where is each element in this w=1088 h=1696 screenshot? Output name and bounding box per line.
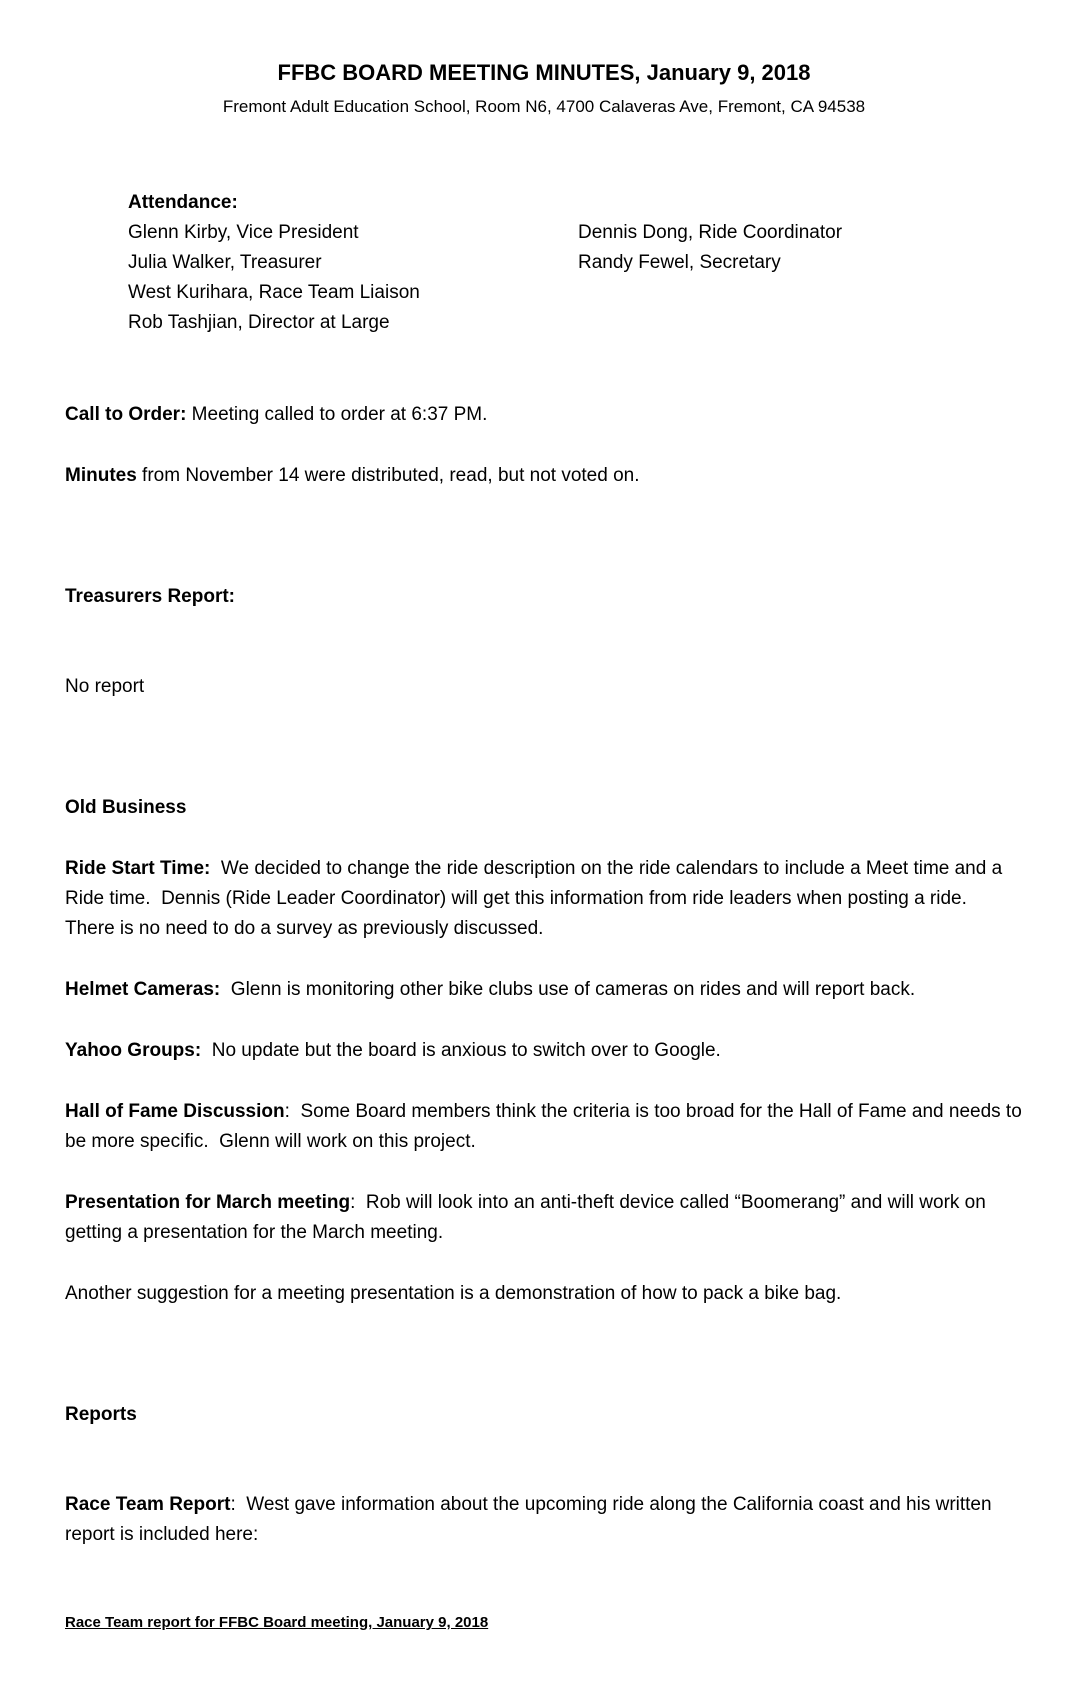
helmet-cameras-label: Helmet Cameras: bbox=[65, 979, 221, 1000]
para-minutes bbox=[65, 461, 1022, 491]
call-to-order-text: Meeting called to order at 6:37 PM. bbox=[186, 404, 488, 425]
para-yahoo-groups bbox=[65, 1036, 1022, 1066]
para-hall-of-fame bbox=[65, 1097, 1028, 1157]
race-team-report-text: : West gave information about the upcoming ride along the California coast and his written report is included here: bbox=[65, 1494, 997, 1545]
attendance-left-column bbox=[128, 218, 578, 338]
race-team-report-link: Race Team report for FFBC Board meeting, January 9, 2018 bbox=[65, 1614, 489, 1631]
minutes-text: from November 14 were distributed, read, but not voted on. bbox=[136, 465, 640, 486]
para-helmet-cameras bbox=[65, 975, 1022, 1005]
treasurers-report-body: No report bbox=[65, 676, 145, 697]
attendance-columns bbox=[128, 218, 1022, 338]
attendee: Rob Tashjian, Director at Large bbox=[128, 312, 390, 333]
presentation-march-label: Presentation for March meeting bbox=[65, 1192, 351, 1213]
minutes-label: Minutes bbox=[65, 465, 137, 486]
attendance-heading: Attendance: bbox=[128, 192, 238, 213]
ride-start-time-text: We decided to change the ride description on the ride calendars to include a Meet time and a Ride time. Dennis (Ride Leader Coordinator) will get this information from ride leaders when posting a ride. There is no need to do a survey as previously discussed. bbox=[65, 858, 1008, 939]
attendee: Julia Walker, Treasurer bbox=[128, 252, 322, 273]
attendance-section bbox=[128, 188, 1022, 338]
document-body bbox=[65, 188, 1028, 1696]
race-team-report-label: Race Team Report bbox=[65, 1494, 231, 1515]
para-treasurers-report bbox=[65, 522, 1022, 762]
heading-reports: Reports bbox=[65, 1404, 137, 1425]
presentation-march-text: : Rob will look into an anti-theft device called “Boomerang” and will work on getting a presentation for the March meeting. bbox=[65, 1192, 992, 1243]
heading-old-business: Old Business bbox=[65, 797, 187, 818]
para-another-suggestion: Another suggestion for a meeting presentation is a demonstration of how to pack a bike bag. bbox=[65, 1283, 842, 1304]
treasurers-report-heading: Treasurers Report: bbox=[65, 586, 236, 607]
attendee: Glenn Kirby, Vice President bbox=[128, 222, 359, 243]
para-race-team-report bbox=[65, 1490, 1022, 1550]
attendee: Randy Fewel, Secretary bbox=[578, 252, 781, 273]
hall-of-fame-text: : Some Board members think the criteria is too broad for the Hall of Fame and needs to be more specific. Glenn will work on this project. bbox=[65, 1101, 1028, 1152]
call-to-order-label: Call to Order: bbox=[65, 404, 187, 425]
attendee: West Kurihara, Race Team Liaison bbox=[128, 282, 420, 303]
para-ride-start-time bbox=[65, 854, 1022, 944]
helmet-cameras-text: Glenn is monitoring other bike clubs use of cameras on rides and will report back. bbox=[220, 979, 916, 1000]
document-title: FFBC BOARD MEETING MINUTES, January 9, 2018 bbox=[277, 60, 811, 85]
yahoo-groups-label: Yahoo Groups: bbox=[65, 1040, 202, 1061]
attendance-right-column bbox=[578, 218, 842, 338]
para-presentation-march bbox=[65, 1188, 1022, 1248]
para-call-to-order bbox=[65, 400, 1022, 430]
hall-of-fame-label: Hall of Fame Discussion bbox=[65, 1101, 285, 1122]
yahoo-groups-text: No update but the board is anxious to switch over to Google. bbox=[201, 1040, 721, 1061]
document-subtitle: Fremont Adult Education School, Room N6, 4700 Calaveras Ave, Fremont, CA 94538 bbox=[222, 97, 866, 116]
reports-section bbox=[65, 1340, 1022, 1696]
attendee: Dennis Dong, Ride Coordinator bbox=[578, 222, 843, 243]
ride-start-time-label: Ride Start Time: bbox=[65, 858, 211, 879]
